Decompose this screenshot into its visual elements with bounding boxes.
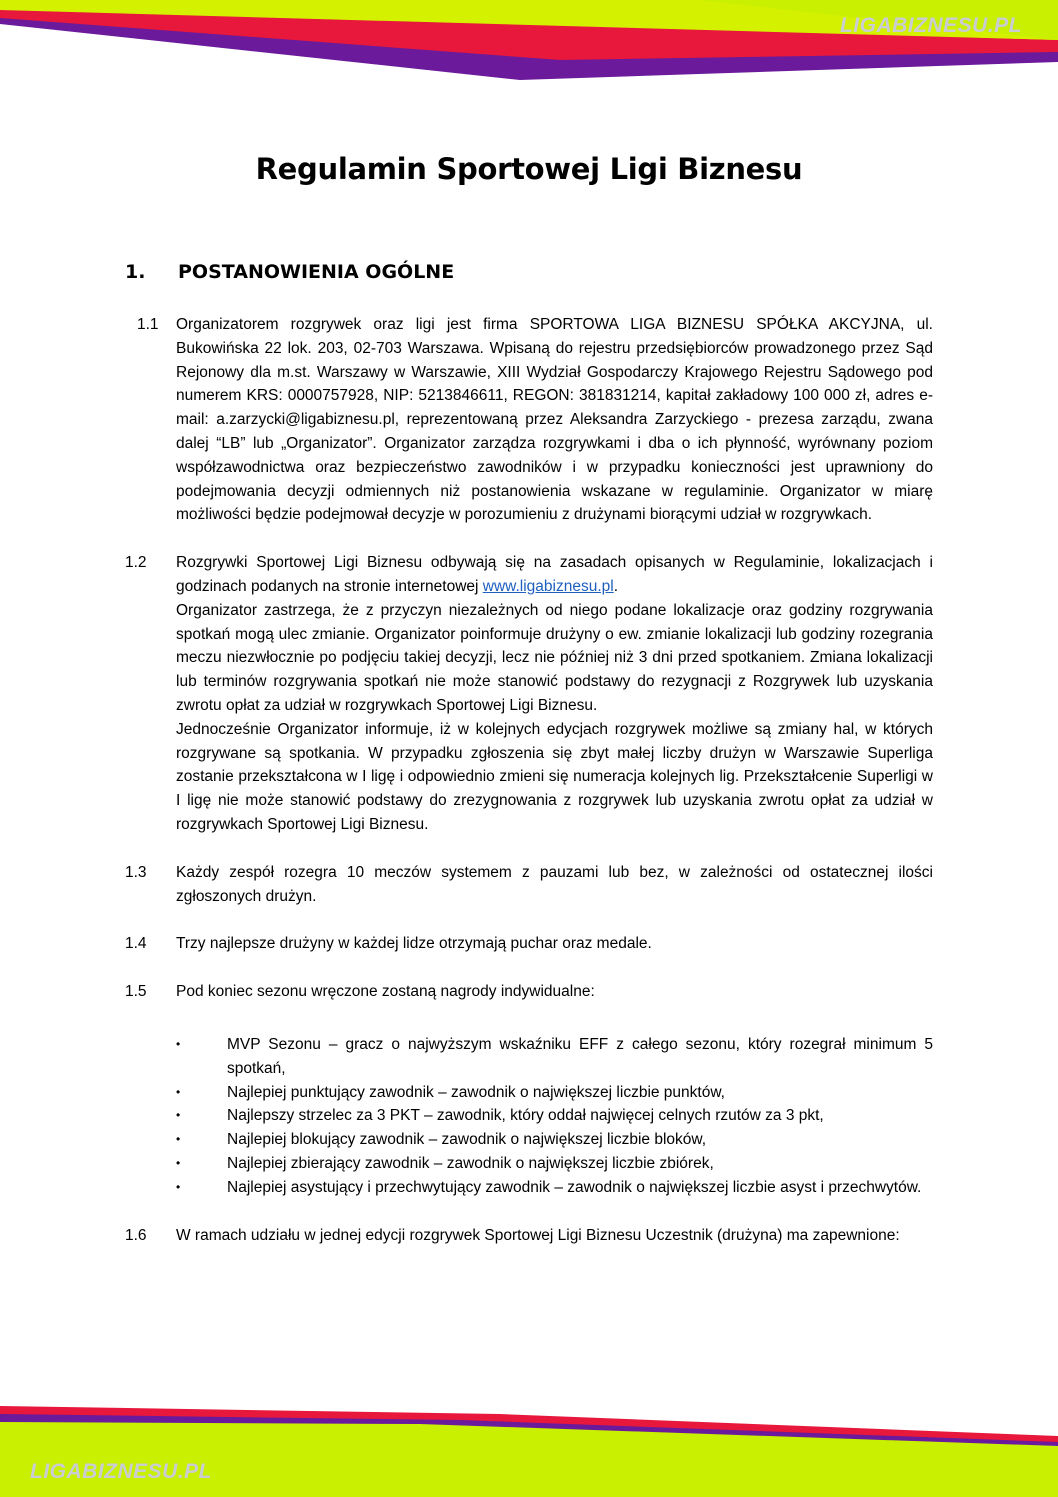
- bullet-icon: •: [176, 1179, 181, 1194]
- clause-1-5: [125, 980, 933, 1199]
- list-item-text: Najlepiej asystujący i przechwytujący zawodnik – zawodnik o największej liczbie asyst i przechwytów.: [227, 1178, 922, 1196]
- clause-number: 1.2: [125, 554, 147, 572]
- clause-1-2: [125, 551, 933, 837]
- document-title: Regulamin Sportowej Ligi Biznesu: [255, 152, 803, 186]
- list-item-text: Najlepiej zbierający zawodnik – zawodnik o największej liczbie zbiórek,: [227, 1154, 714, 1172]
- clause-text: [176, 551, 933, 599]
- clause-number: 1.1: [137, 316, 159, 333]
- awards-list: [176, 1033, 933, 1200]
- list-item: [176, 1176, 933, 1200]
- clause-text: W ramach udziału w jednej edycji rozgrywek Sportowej Ligi Biznesu Uczestnik (drużyna) ma zapewnione:: [176, 1226, 900, 1244]
- list-item: [176, 1152, 933, 1176]
- list-item: [176, 1033, 933, 1081]
- footer-logo: LIGABIZNESU.PL: [30, 1460, 213, 1483]
- clause-text: Organizatorem rozgrywek oraz ligi jest firma SPORTOWA LIGA BIZNESU SPÓŁKA AKCYJNA, ul. Bukowińska 22 lok. 203, 02-703 Warszawa. Wpisaną do rejestru przedsiębiorców prowadzonego przez Sąd Rejonowy dla m.st. Warszawy w Warszawie, XIII Wydział Gospodarczy Krajowego Rejestru Sądowego pod numerem KRS: 0000757928, NIP: 5213846611, REGON: 381831214, kapitał zakładowy 100 000 zł, adres e-mail: a.zarzycki@ligabiznesu.pl, reprezentowaną przez Aleksandra Zarzyckiego - prezesa zarządu, zwana dalej “LB” lub „Organizator”. Organizator zarządza rozgrywkami i dba o ich płynność, wyrównany poziom współzawodnictwa oraz bezpieczeństwo zawodników i w przypadku konieczności jest uprawniony do podejmowania decyzji odmiennych niż postanowienia wskazane w regulaminie. Organizator w miarę możliwości będzie podejmował decyzje w porozumieniu z drużynami biorącymi udział w rozgrywkach.: [176, 316, 933, 524]
- bullet-icon: •: [176, 1155, 181, 1170]
- bullet-icon: •: [176, 1132, 181, 1147]
- clause-1-1: [125, 313, 933, 527]
- bullet-icon: •: [176, 1036, 181, 1051]
- website-link[interactable]: www.ligabiznesu.pl: [482, 577, 614, 595]
- clause-text-part: .: [613, 577, 619, 595]
- list-item: [176, 1104, 933, 1128]
- clause-number: 1.4: [125, 935, 147, 953]
- list-item-text: Najlepiej punktujący zawodnik – zawodnik o największej liczbie punktów,: [227, 1083, 725, 1101]
- clause-text: Każdy zespół rozegra 10 meczów systemem z pauzami lub bez, w zależności od ostatecznej ilości zgłoszonych drużyn.: [176, 863, 933, 905]
- bullet-icon: •: [176, 1084, 181, 1099]
- list-item-text: Najlepszy strzelec za 3 PKT – zawodnik, który oddał najwięcej celnych rzutów za 3 pkt,: [227, 1107, 824, 1125]
- clause-number: 1.6: [125, 1226, 147, 1244]
- clause-text-part: Rozgrywki Sportowej Ligi Biznesu odbywają się na zasadach opisanych w Regulaminie, lokalizacjach i godzinach podanych na stronie internetowej: [176, 554, 933, 595]
- clause-number: 1.3: [125, 863, 147, 881]
- section-number: 1.: [125, 261, 146, 283]
- clause-paragraph: Organizator zastrzega, że z przyczyn niezależnych od niego podane lokalizacje oraz godziny rozgrywania spotkań mogą ulec zmianie. Organizator poinformuje drużyny o ew. zmianie lokalizacji lub godziny rozegrania meczu niezwłocznie po podjęciu takiej decyzji, lecz nie później niż 3 dni przed spotkaniem. Zmiana lokalizacji lub terminów rozgrywania spotkań nie może stanowić podstawy do rezygnacji z Rozgrywek lub uzyskania zwrotu opłat za udział w rozgrywkach Sportowej Ligi Biznesu.: [176, 601, 933, 714]
- clause-number: 1.5: [125, 983, 147, 1001]
- list-item-text: Najlepiej blokujący zawodnik – zawodnik o największej liczbie bloków,: [227, 1131, 707, 1149]
- clause-1-6: [125, 1224, 933, 1248]
- clause-text: Trzy najlepsze drużyny w każdej lidze otrzymają puchar oraz medale.: [176, 935, 652, 953]
- list-item: [176, 1081, 933, 1105]
- list-item-text: MVP Sezonu – gracz o najwyższym wskaźniku EFF z całego sezonu, który rozegrał minimum 5 spotkań,: [227, 1035, 933, 1077]
- section-heading: [125, 261, 454, 283]
- clause-1-3: [125, 861, 933, 909]
- clause-text: Pod koniec sezonu wręczone zostaną nagrody indywidualne:: [176, 983, 595, 1001]
- section-title: POSTANOWIENIA OGÓLNE: [178, 261, 455, 283]
- document-body: [125, 313, 933, 1271]
- bullet-icon: •: [176, 1108, 181, 1123]
- header-logo: LIGABIZNESU.PL: [839, 14, 1022, 37]
- list-item: [176, 1128, 933, 1152]
- clause-paragraph: Jednocześnie Organizator informuje, iż w kolejnych edycjach rozgrywek możliwe są zmiany hal, w których rozgrywane są spotkania. W przypadku zgłoszenia się zbyt małej liczby drużyn w Warszawie Superliga zostanie przekształcona w I ligę i odpowiednio zmieni się numeracja kolejnych lig. Przekształcenie Superligi w I ligę nie może stanowić podstawy do zrezygnowania z rozgrywek lub uzyskania zwrotu opłat za udział w rozgrywkach Sportowej Ligi Biznesu.: [176, 720, 933, 833]
- clause-1-4: [125, 932, 933, 956]
